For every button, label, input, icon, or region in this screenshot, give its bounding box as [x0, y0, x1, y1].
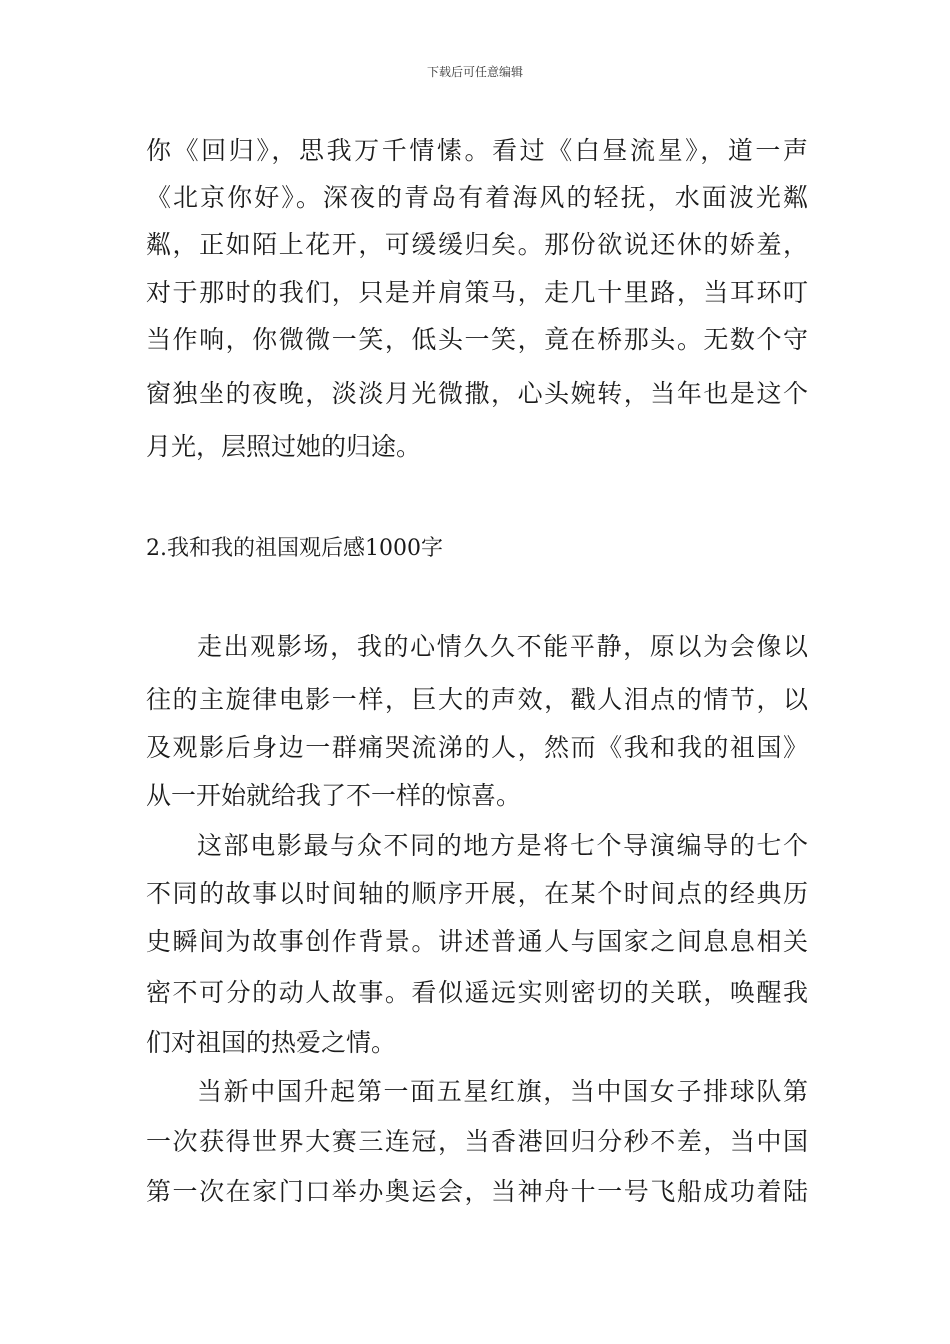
text-line: 当作响，你微微一笑，低头一笑，竟在桥那头。无数个守: [146, 325, 808, 354]
text-line: 对于那时的我们，只是并肩策马，走几十里路，当耳环叮: [146, 278, 808, 307]
text-line: 当新中国升起第一面五星红旗，当中国女子排球队第: [197, 1077, 808, 1106]
text-line: 你《回归》，思我万千情愫。看过《白昼流星》，道一声: [146, 136, 808, 165]
text-line: 及观影后身边一群痛哭流涕的人，然而《我和我的祖国》: [146, 733, 808, 762]
page-header-note: 下载后可任意编辑: [426, 65, 523, 79]
text-line: 密不可分的动人故事。看似遥远实则密切的关联，唤醒我: [146, 978, 808, 1007]
text-line: 一次获得世界大赛三连冠，当香港回归分秒不差，当中国: [146, 1127, 808, 1156]
text-line: 往的主旋律电影一样，巨大的声效，戳人泪点的情节，以: [146, 685, 808, 714]
text-line: 《北京你好》。深夜的青岛有着海风的轻抚，水面波光粼: [146, 183, 808, 212]
text-line: 粼，正如陌上花开，可缓缓归矣。那份欲说还休的娇羞，: [146, 230, 808, 259]
text-line: 这部电影最与众不同的地方是将七个导演编导的七个: [197, 831, 808, 860]
text-line: 史瞬间为故事创作背景。讲述普通人与国家之间息息相关: [146, 927, 808, 956]
text-line: 月光，层照过她的归途。: [146, 432, 422, 461]
text-line: 们对祖国的热爱之情。: [146, 1028, 397, 1057]
text-line: 从一开始就给我了不一样的惊喜。: [146, 781, 522, 810]
text-line: 不同的故事以时间轴的顺序开展，在某个时间点的经典历: [146, 879, 808, 908]
section-heading: 2.我和我的祖国观后感1000字: [146, 536, 443, 561]
text-line: 走出观影场，我的心情久久不能平静，原以为会像以: [197, 632, 808, 661]
text-line: 第一次在家门口举办奥运会，当神舟十一号飞船成功着陆: [146, 1177, 808, 1206]
text-line: 窗独坐的夜晚，淡淡月光微撒，心头婉转，当年也是这个: [146, 379, 808, 408]
